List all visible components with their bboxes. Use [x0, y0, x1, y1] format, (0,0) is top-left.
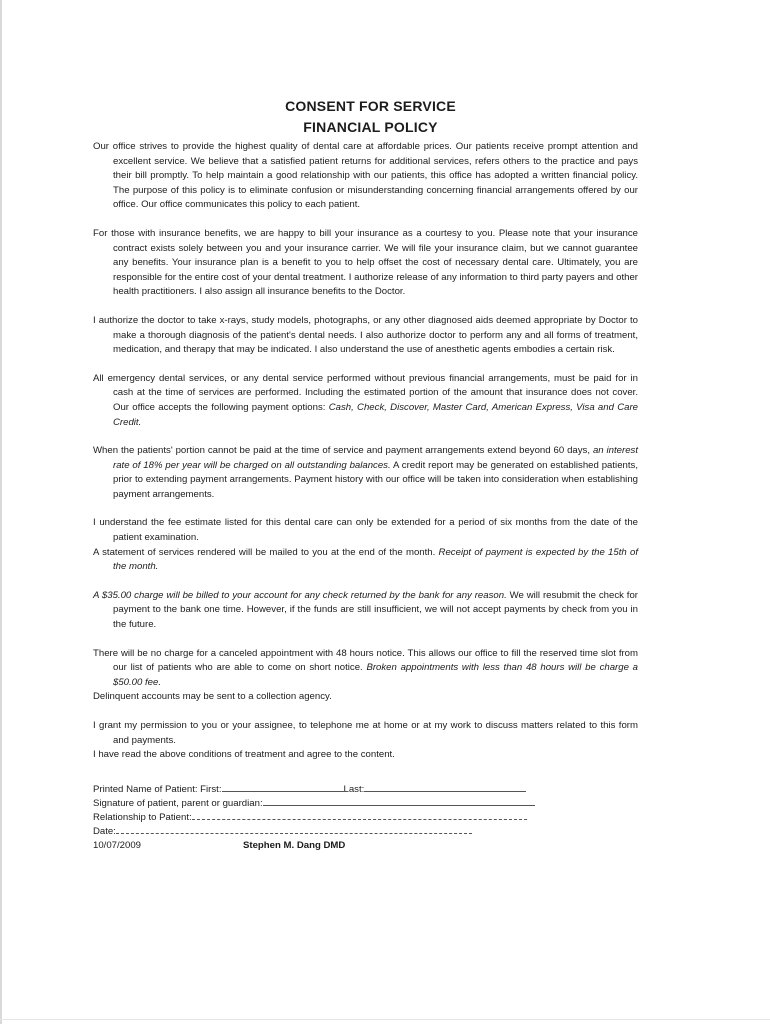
title-consent: CONSENT FOR SERVICE — [285, 98, 456, 114]
date-row — [93, 823, 638, 837]
returned-check-charge-text: A $35.00 charge will be billed to your account for any check returned by the bank for any reason. — [93, 589, 507, 601]
payment-arrangements-text-b: A credit report may be generated on established patients, prior to extending payment arrangements. Payment history with our office will be taken into consideration when establishing payment arrangements. — [113, 459, 638, 500]
footer-row — [93, 839, 638, 855]
payment-options-text: Cash, Check, Discover, Master Card, American Express, Visa and Care Credit. — [113, 401, 638, 428]
returned-check-text: We will resubmit the check for payment to the bank one time. However, if the funds are still insufficient, we will not accept payments by check from you in the future. — [113, 589, 638, 631]
payment-arrangements-text-a: When the patients' portion cannot be paid at the time of service and payment arrangements extend beyond 60 days, — [93, 445, 593, 457]
first-name-label: Printed Name of Patient: First: — [93, 783, 222, 795]
fee-estimate-paragraph: I understand the fee estimate listed for this dental care can only be extended for a period of six months from the date of the patient examination. — [93, 517, 638, 544]
date-label: Date: — [93, 825, 116, 837]
interest-rate-text: an interest rate of 18% per year will be charged on all outstanding balances. — [113, 445, 638, 471]
returned-check-paragraph — [93, 589, 638, 633]
printed-name-row — [93, 781, 638, 795]
last-name-line[interactable] — [364, 781, 526, 792]
relationship-row — [93, 809, 638, 823]
signature-line[interactable] — [263, 795, 535, 806]
form-date: 10/07/2009 — [93, 839, 142, 851]
emergency-services-text: All emergency dental services, or any dental service performed without previous financial arrangements, must be paid for in cash at the time of services are performed. Including the estimated portion of the amount that insurance does not cover. Our office accepts the following payment options: — [93, 372, 638, 413]
last-name-label: Last: — [343, 783, 365, 795]
statement-text: A statement of services rendered will be mailed to you at the end of the month. — [93, 546, 439, 558]
policy-intro-paragraph: Our office strives to provide the highest quality of dental care at affordable prices. Our patients receive prompt attention and excellent service. We believe that a satisfied patient returns for additional services, refers others to the practice and pays their bill promptly. To help maintain a good relationship with our patients, this office has adopted a written financial policy. The purpose of this policy is to eliminate confusion or misunderstanding concerning financial arrangements offered by our office. Our office communicates this policy to each patient. — [93, 141, 638, 211]
treatment-authorization-paragraph: I authorize the doctor to take x-rays, study models, photographs, or any other diagnosed aids deemed appropriate by Doctor to make a thorough diagnosis of the patient's dental needs. I also authorize doctor to perform any and all forms of treatment, medication, and therapy that may be indicated. I also understand the use of anesthetic agents embodies a certain risk. — [93, 314, 638, 356]
scan-edge — [0, 0, 2, 1024]
cancellation-paragraph — [93, 647, 638, 691]
cancellation-text: There will be no charge for a canceled appointment with 48 hours notice. This allows our office to fill the reserved time slot from our list of patients who are able to come on short notice. — [93, 647, 638, 674]
relationship-line[interactable] — [192, 809, 527, 820]
collection-paragraph: Delinquent accounts may be sent to a collection agency. — [93, 691, 332, 703]
statement-paragraph — [93, 546, 638, 575]
insurance-paragraph: For those with insurance benefits, we are happy to bill your insurance as a courtesy to you. Please note that your insurance contract exists solely between you and your insurance carrier. We will file your insurance claim, but we cannot guarantee any benefits. Your insurance plan is a benefit to you to help offset the cost of necessary dental care. Ultimately, you are responsible for the entire cost of your dental treatment. I authorize release of any information to third party payers and other health practitioners. I also assign all insurance benefits to the Doctor. — [93, 227, 638, 298]
payment-arrangements-paragraph — [93, 444, 638, 502]
signature-fields — [93, 781, 638, 855]
receipt-of-payment-text: Receipt of payment is expected by the 15th of the month. — [113, 546, 638, 573]
scan-edge-bottom — [0, 1019, 770, 1020]
date-line[interactable] — [116, 823, 472, 834]
telephone-permission-paragraph: I grant my permission to you or your assignee, to telephone me at home or at my work to discuss matters related to this form and payments. — [93, 720, 638, 746]
title-financial-policy: FINANCIAL POLICY — [303, 119, 438, 135]
signature-label: Signature of patient, parent or guardian: — [93, 797, 263, 809]
broken-appointment-text: Broken appointments with less than 48 hours will be charge a $50.00 fee. — [113, 662, 639, 688]
signature-row — [93, 795, 638, 809]
relationship-label: Relationship to Patient: — [93, 811, 192, 823]
agreement-paragraph: I have read the above conditions of treatment and agree to the content. — [93, 749, 395, 761]
document-page — [93, 96, 638, 855]
doctor-name: Stephen M. Dang DMD — [243, 839, 346, 851]
emergency-services-paragraph — [93, 372, 638, 430]
first-name-line[interactable] — [222, 781, 344, 792]
document-title — [103, 96, 638, 138]
